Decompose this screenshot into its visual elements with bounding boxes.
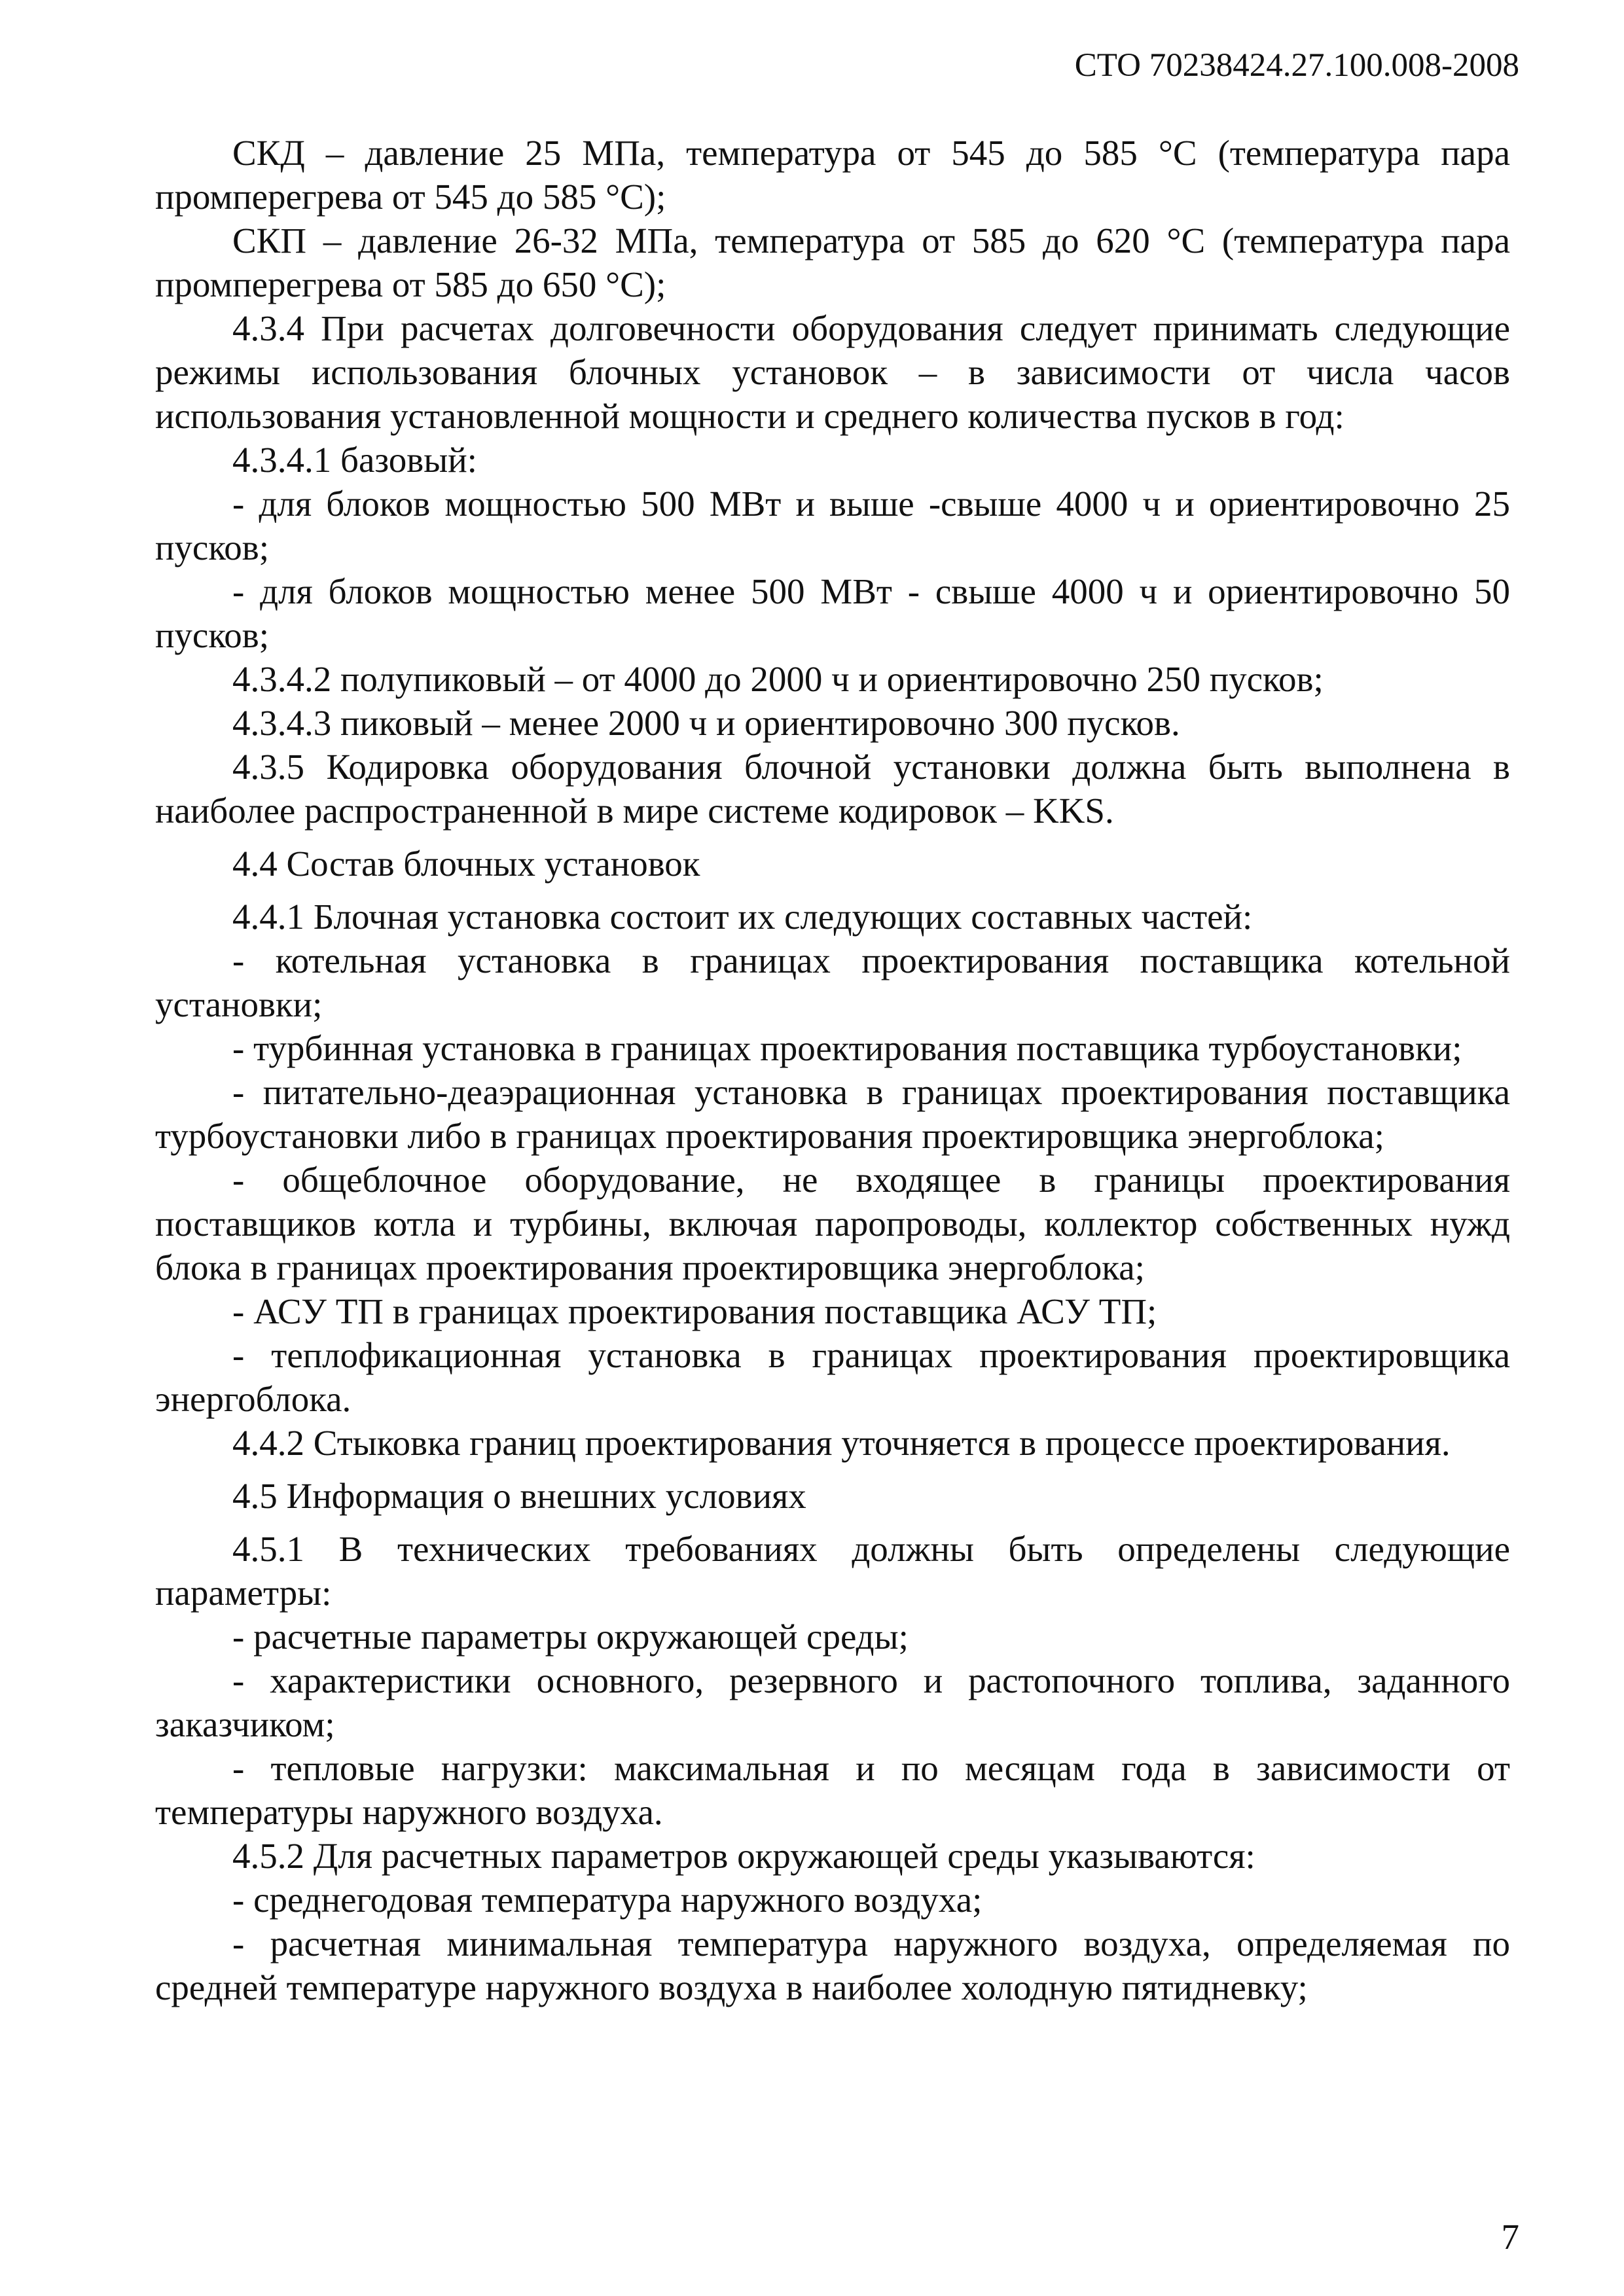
paragraph-4-3-4-3: 4.3.4.3 пиковый – менее 2000 ч и ориентировочно 300 пусков.: [232, 703, 1180, 743]
section-heading-4-4: 4.4 Состав блочных установок: [232, 844, 700, 884]
paragraph-4-5-2: 4.5.2 Для расчетных параметров окружающей среды указываются:: [232, 1836, 1255, 1876]
list-item: - расчетная минимальная температура наружного воздуха, определяемая по средней температуре наружного воздуха в наиболее холодную пятидневку;: [155, 1924, 1510, 2007]
paragraph-4-3-4-2: 4.3.4.2 полупиковый – от 4000 до 2000 ч и ориентировочно 250 пусков;: [232, 659, 1324, 699]
list-item: - питательно-деаэрационная установка в границах проектирования поставщика турбоустановки либо в границах проектирования проектировщика энергоблока;: [155, 1072, 1510, 1156]
paragraph-4-3-4-1: 4.3.4.1 базовый:: [232, 440, 477, 480]
paragraph-4-4-2: 4.4.2 Стыковка границ проектирования уточняется в процессе проектирования.: [232, 1423, 1451, 1463]
page-number: 7: [1501, 2217, 1519, 2257]
paragraph-4-3-4: 4.3.4 При расчетах долговечности оборудования следует принимать следующие режимы использования блочных установок – в зависимости от числа часов использования установленной мощности и среднего количества пусков в год:: [155, 308, 1510, 436]
list-item: - общеблочное оборудование, не входящее в границы проектирования поставщиков котла и турбины, включая паропроводы, коллектор собственных нужд блока в границах проектирования проектировщика энергоблока;: [155, 1160, 1510, 1287]
paragraph-4-5-1: 4.5.1 В технических требованиях должны быть определены следующие параметры:: [155, 1529, 1510, 1613]
list-item: - для блоков мощностью 500 МВт и выше -свыше 4000 ч и ориентировочно 25 пусков;: [155, 484, 1510, 567]
paragraph-skp: СКП – давление 26-32 МПа, температура от 585 до 620 °С (температура пара промперегрева от 585 до 650 °С);: [155, 221, 1510, 304]
document-code-header: СТО 70238424.27.100.008-2008: [1074, 47, 1519, 84]
section-heading-4-5: 4.5 Информация о внешних условиях: [232, 1476, 806, 1516]
list-item: - котельная установка в границах проектирования поставщика котельной установки;: [155, 941, 1510, 1024]
list-item: - турбинная установка в границах проектирования поставщика турбоустановки;: [232, 1028, 1462, 1068]
list-item: - расчетные параметры окружающей среды;: [232, 1617, 909, 1657]
paragraph-skd: СКД – давление 25 МПа, температура от 545 до 585 °С (температура пара промперегрева от 545 до 585 °С);: [155, 133, 1510, 217]
list-item: - тепловые нагрузки: максимальная и по месяцам года в зависимости от температуры наружного воздуха.: [155, 1748, 1510, 1832]
list-item: - характеристики основного, резервного и растопочного топлива, заданного заказчиком;: [155, 1660, 1510, 1744]
list-item: - теплофикационная установка в границах проектирования проектировщика энергоблока.: [155, 1335, 1510, 1419]
paragraph-4-4-1: 4.4.1 Блочная установка состоит их следующих составных частей:: [232, 897, 1253, 937]
page-body: [155, 131, 1510, 2009]
paragraph-4-3-5: 4.3.5 Кодировка оборудования блочной установки должна быть выполнена в наиболее распространенной в мире системе кодировок – KKS.: [155, 747, 1510, 831]
list-item: - АСУ ТП в границах проектирования поставщика АСУ ТП;: [232, 1291, 1157, 1331]
list-item: - для блоков мощностью менее 500 МВт - свыше 4000 ч и ориентировочно 50 пусков;: [155, 571, 1510, 655]
list-item: - среднегодовая температура наружного воздуха;: [232, 1880, 983, 1920]
